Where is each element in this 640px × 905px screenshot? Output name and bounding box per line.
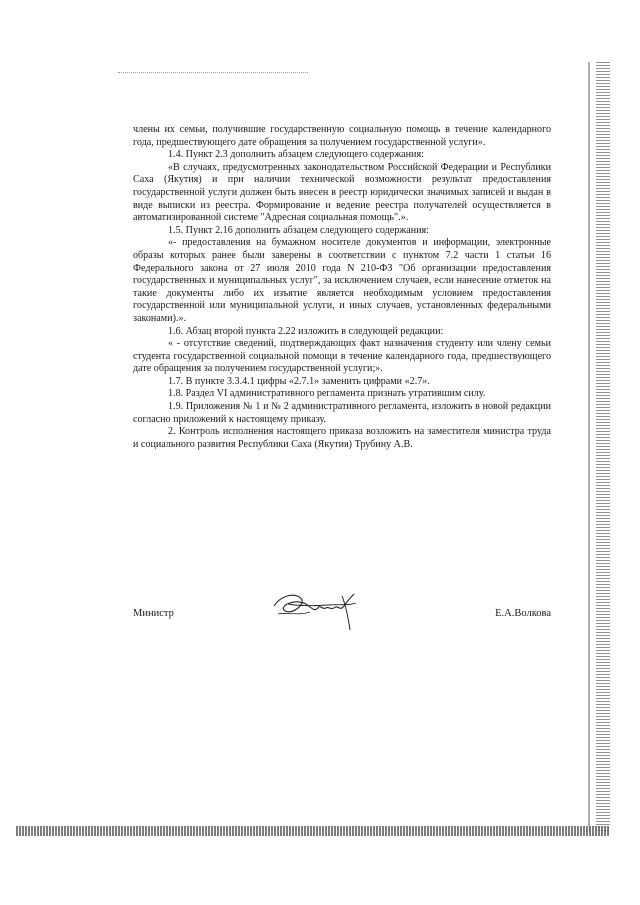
paragraph-1-5-quote: «- предоставления на бумажном носителе документов и информации, электронные образы которых ранее были заверены в соответствии с пунктом 7.2 части 1 статьи 16 Федерального закона от 27 июля 2010 года N 210-ФЗ "Об организации предоставления государственных и муниципальных услуг", за исключением случаев, если нанесение отметок на такие документы либо их изъятие является необходимым условием предоставления государственной или муниципальной услуги, и иных случаев, установленных федеральными законами).». (133, 237, 551, 324)
paragraph-2: 2. Контроль исполнения настоящего приказа возложить на заместителя министра труда и социального развития Республики Саха (Якутия) Трубину А.В. (133, 426, 551, 450)
paragraph-1-9: 1.9. Приложения № 1 и № 2 административного регламента, изложить в новой редакции согласно приложений к настоящему приказу. (133, 401, 551, 425)
paragraph-1-8: 1.8. Раздел VI административного регламента признать утратившим силу. (168, 388, 486, 400)
handwritten-signature (268, 586, 366, 634)
paragraph-1-6: 1.6. Абзац второй пункта 2.22 изложить в следующей редакции: (168, 325, 444, 337)
signatory-title: Министр (133, 608, 174, 619)
scan-edge-bottom (16, 826, 610, 836)
document-body (133, 124, 551, 451)
scan-edge-right-inner (588, 62, 590, 832)
paragraph-1-5: 1.5. Пункт 2.16 дополнить абзацем следующего содержания: (168, 224, 429, 236)
top-scan-rule (118, 72, 308, 73)
paragraph-1-6-quote: « - отсутствие сведений, подтверждающих факт назначения студенту или члену семьи студента государственной социальной помощи в течение календарного года, предшествующего дате обращения за получением государственной услуги;». (133, 338, 551, 375)
scan-edge-right (596, 62, 610, 832)
paragraph-1-4: 1.4. Пункт 2.3 дополнить абзацем следующего содержания: (168, 149, 424, 161)
paragraph-1-4-quote: «В случаях, предусмотренных законодательством Российской Федерации и Республики Саха (Якутия) и при наличии технической возможности результат предоставления государственной услуги должен быть внесен в реестр юридически значимых записей и выдан в виде выписки из реестра. Формирование и ведение реестра получателей осуществляется в автоматизированной системе "Адресная социальная помощь".». (133, 161, 551, 224)
paragraph-1-7: 1.7. В пункте 3.3.4.1 цифры «2.7.1» заменить цифрами «2.7». (168, 375, 430, 387)
paragraph-continuation: члены их семьи, получившие государственную социальную помощь в течение календарного года, предшествующего дате обращения за получением государственной услуги». (133, 124, 551, 148)
signatory-name: Е.А.Волкова (495, 608, 551, 619)
